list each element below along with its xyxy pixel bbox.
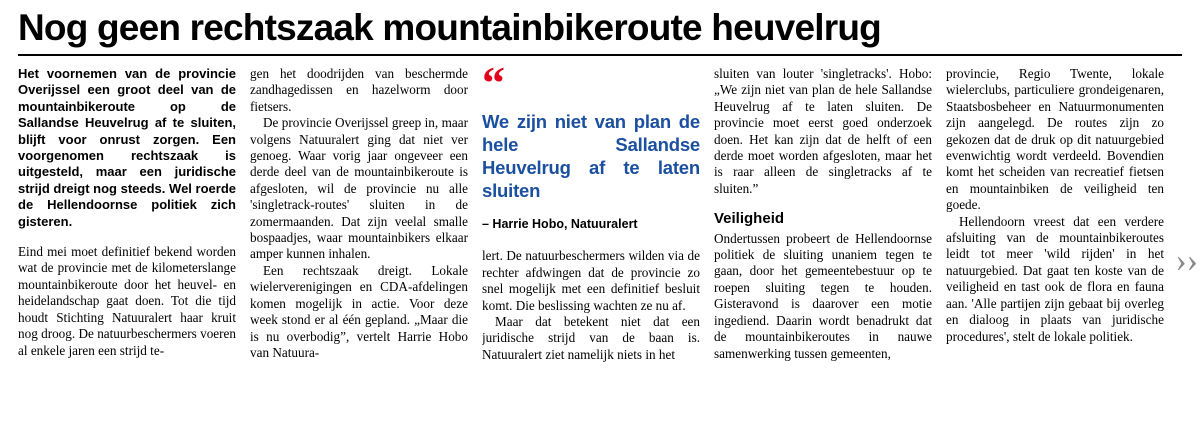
- body-paragraph: Hellendoorn vreest dat een verdere afsluiting van de mountainbikeroutes leidt tot meer 'wild rijden' in het natuurgebied. Dat gaat ten koste van de veiligheid en tast ook de flora en fauna aan. 'Alle partijen zijn gebaat bij overleg en dialoog in plaats van juridische procedures', stelt de lokale politiek.: [946, 213, 1164, 344]
- body-paragraph: sluiten van louter 'singletracks'. Hobo: „We zijn niet van plan de hele Sallandse Heuvelrug af te laten sluiten. De provincie moet eerst goed onderzoek doen. Het kan zijn dat de helft of een derde moet worden afgesloten, maar het is raar alleen de singletracks af te sluiten.”: [714, 66, 932, 196]
- quote-mark-icon: “: [482, 66, 503, 108]
- body-paragraph: Ondertussen probeert de Hellendoornse politiek de sluiting unaniem tegen te gaan, door het gemeentebestuur op te roepen sluiting tegen te houden. Gisteravond is daarover een motie ingediend. Daarin wordt benadrukt dat de mountainbikeroutes in nauwe samenwerking tussen gemeenten,: [714, 230, 932, 361]
- body-paragraph: gen het doodrijden van beschermde zandhagedissen en hazelworm door fietsers.: [250, 66, 468, 114]
- page-nav-arrows[interactable]: [1175, 244, 1198, 278]
- page-title: Nog geen rechtszaak mountainbikeroute heuvelrug: [18, 7, 881, 48]
- article-column-5: [946, 66, 1164, 406]
- section-subhead: Veiligheid: [714, 210, 785, 228]
- body-paragraph: lert. De natuurbeschermers wilden via de rechter afdwingen dat de provincie zo snel mogelijk met een definitief besluit komt. Die beslissing wachten ze nu af.: [482, 248, 700, 313]
- pull-quote-attribution: – Harrie Hobo, Natuuralert: [482, 217, 638, 231]
- chevron-right-icon-1[interactable]: ›: [1175, 242, 1187, 279]
- lead-paragraph: Het voornemen van de provincie Overijssel een groot deel van de mountainbikeroute op de Sallandse Heuvelrug af te sluiten, blijft voor onrust zorgen. Een voorgenomen rechtszaak is uitgesteld, maar een juridische strijd dreigt nog steeds. Wel roerde de Hellendoornse politiek zich gisteren.: [18, 66, 236, 229]
- chevron-right-icon-2[interactable]: ›: [1186, 242, 1198, 279]
- body-paragraph: Eind mei moet definitief bekend worden wat de provincie met de kilometerslange mountainbikeroute door het heuvel- en heidelandschap gaat doen. Tot die tijd houdt Stichting Natuuralert haar kruit nog droog. De natuurbeschermers voeren al enkele jaren een strijd te-: [18, 244, 236, 358]
- article-column-4: [714, 66, 932, 406]
- article-column-1: [18, 66, 236, 406]
- body-paragraph: De provincie Overijssel greep in, maar volgens Natuuralert ging dat niet ver genoeg. Waar vorig jaar ongeveer een derde deel van de mountainbikeroute is afgesloten, wil de provincie nu alle 'singletrack-routes' sluiten in de zomermaanden. Dat zijn veelal smalle bospaadjes, waar mountainbikers elkaar amper kunnen inhalen.: [250, 115, 468, 262]
- article-column-2: [250, 66, 468, 406]
- article-columns: [18, 66, 1182, 406]
- body-paragraph: Een rechtszaak dreigt. Lokale wielerverenigingen en CDA-afdelingen komen mogelijk in actie. Voor deze week stond er al één gepland. „Maar die is nu overbodig”, vertelt Harrie Hobo van Natuura-: [250, 262, 468, 360]
- body-paragraph: provincie, Regio Twente, lokale wielerclubs, particuliere grondeigenaren, Staatsbosbeheer en Natuurmonumenten zijn aangelegd. De routes zijn zo gekozen dat de druk op dit natuurgebied evenwichtig wordt verdeeld. Bovendien komt het scheiden van recreatief fietsen en mountainbiken de veiligheid ten goede.: [946, 66, 1164, 213]
- headline-divider: [18, 54, 1182, 56]
- article-column-3: [482, 66, 700, 406]
- pull-quote-text: We zijn niet van plan de hele Sallandse Heuvelrug af te laten sluiten: [482, 111, 700, 201]
- pull-quote: [482, 66, 700, 232]
- article-page: [0, 8, 1200, 428]
- body-paragraph: Maar dat betekent niet dat een juridische strijd van de baan is. Natuuralert ziet namelijk niets in het: [482, 314, 700, 362]
